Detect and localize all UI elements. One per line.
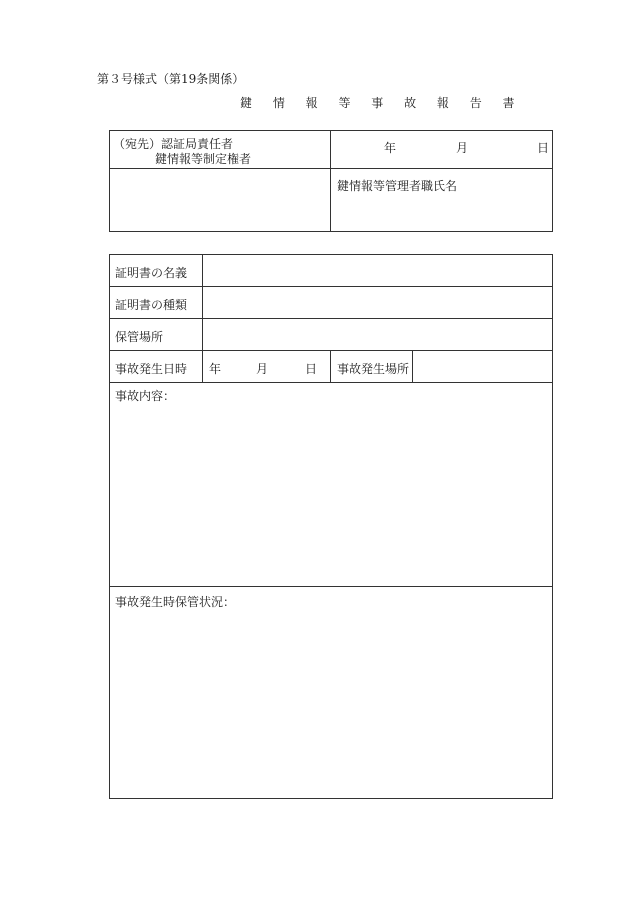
document-title: 鍵 情 報 等 事 故 報 告 書 — [240, 96, 524, 110]
report-year-label: 年 — [384, 141, 397, 155]
report-table — [109, 254, 553, 799]
label-column-divider — [202, 254, 203, 382]
place-divider — [412, 350, 413, 382]
datetime-divider — [330, 350, 331, 382]
form-number: 第３号様式（第19条関係） — [97, 72, 245, 86]
incident-month-label: 月 — [256, 362, 269, 376]
row-line-3 — [109, 350, 553, 351]
incident-datetime-label: 事故発生日時 — [115, 362, 188, 376]
storage-status-label: 事故発生時保管状況： — [115, 595, 236, 609]
certificate-name-label: 証明書の名義 — [115, 266, 188, 280]
row-line-1 — [109, 286, 553, 287]
report-day-label: 日 — [537, 141, 550, 155]
incident-day-label: 日 — [305, 362, 318, 376]
addressee-line-1: （宛先）認証局責任者 — [113, 137, 234, 151]
row-line-5 — [109, 586, 553, 587]
header-table-row-line — [109, 168, 553, 169]
incident-year-label: 年 — [209, 362, 222, 376]
incident-details-label: 事故内容： — [115, 389, 176, 403]
incident-place-label: 事故発生場所 — [337, 362, 410, 376]
storage-location-label: 保管場所 — [115, 330, 164, 344]
certificate-type-label: 証明書の種類 — [115, 298, 188, 312]
manager-name-label: 鍵情報等管理者職氏名 — [337, 179, 458, 193]
addressee-line-2: 鍵情報等制定権者 — [155, 152, 252, 166]
row-line-2 — [109, 318, 553, 319]
header-table-divider — [330, 130, 331, 232]
row-line-4 — [109, 382, 553, 383]
report-month-label: 月 — [456, 141, 469, 155]
